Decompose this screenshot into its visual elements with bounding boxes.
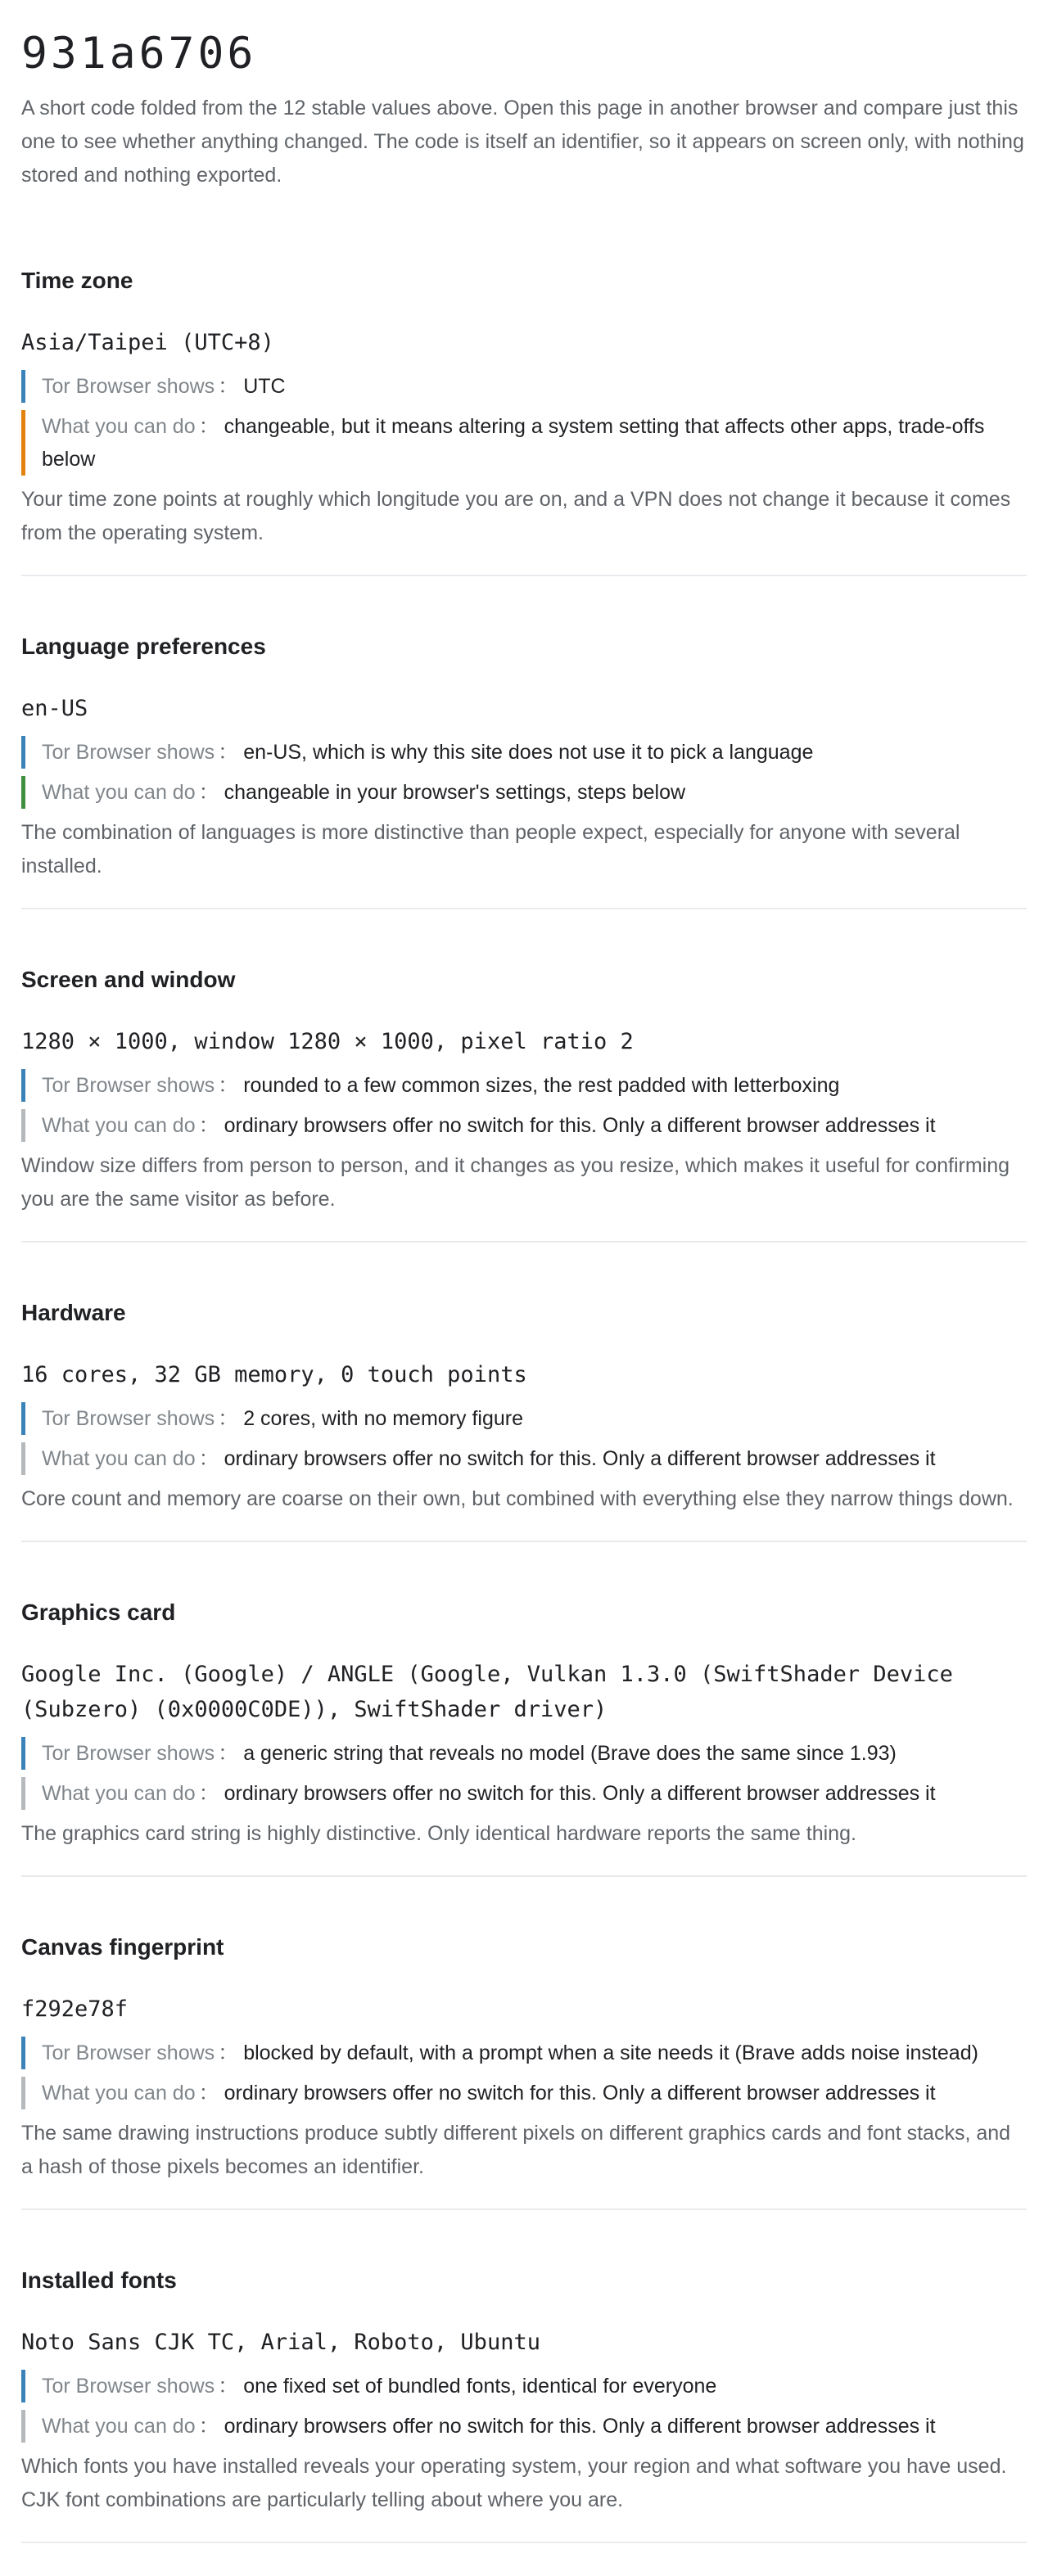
section-title: Hardware: [21, 1300, 126, 1325]
section-description: Core count and memory are coarse on their own, but combined with everything else they narrow things down.: [21, 1487, 1014, 1510]
action-text: ordinary browsers offer no switch for this. Only a different browser addresses it: [224, 2415, 936, 2438]
section-screen-and-window: [21, 909, 1027, 1243]
section-title: Time zone: [21, 268, 133, 293]
separator: ：: [218, 741, 239, 764]
hash-code: 931a6706: [21, 29, 257, 79]
section-value: 1280 × 1000, window 1280 × 1000, pixel ratio 2: [21, 1029, 634, 1054]
tor-browser-line: [21, 736, 1027, 769]
separator: ：: [198, 1114, 219, 1137]
separator: ：: [218, 375, 239, 398]
sections: [21, 192, 1027, 2543]
section-description: Your time zone points at roughly which longitude you are on, and a VPN does not change it because it comes from the operating system.: [21, 488, 1011, 544]
tor-label: Tor Browser shows: [42, 2041, 215, 2064]
separator: ：: [198, 1782, 219, 1805]
section-title: Screen and window: [21, 967, 236, 992]
tor-text: en-US, which is why this site does not use it to pick a language: [243, 741, 814, 764]
tor-browser-line: [21, 1737, 1027, 1770]
tor-browser-line: [21, 1402, 1027, 1435]
section-value: f292e78f: [21, 1996, 129, 2022]
action-line: [21, 1442, 1027, 1475]
tor-browser-line: [21, 2370, 1027, 2402]
section-description: The combination of languages is more distinctive than people expect, especially for anyone with several installed.: [21, 821, 960, 877]
action-label: What you can do: [42, 1114, 196, 1137]
section-value: en-US: [21, 696, 88, 721]
tor-label: Tor Browser shows: [42, 1074, 215, 1097]
section-language-preferences: [21, 576, 1027, 909]
section-value: Asia/Taipei (UTC+8): [21, 330, 274, 355]
section-graphics-card: [21, 1542, 1027, 1877]
tor-browser-line: [21, 370, 1027, 403]
tor-label: Tor Browser shows: [42, 2375, 215, 2398]
tor-browser-line: [21, 2037, 1027, 2069]
section-installed-fonts: [21, 2210, 1027, 2543]
tor-text: 2 cores, with no memory figure: [243, 1407, 523, 1430]
separator: ：: [218, 2041, 239, 2064]
separator: ：: [198, 781, 219, 804]
section-description: Which fonts you have installed reveals your operating system, your region and what software you have used. CJK font combinations are particularly telling about where you are.: [21, 2455, 1007, 2511]
tor-text: UTC: [243, 375, 286, 398]
action-label: What you can do: [42, 2082, 196, 2105]
separator: ：: [198, 2415, 219, 2438]
action-line: [21, 2077, 1027, 2109]
action-text: changeable in your browser's settings, steps below: [224, 781, 686, 804]
separator: ：: [198, 415, 219, 438]
tor-label: Tor Browser shows: [42, 741, 215, 764]
action-line: [21, 1109, 1027, 1142]
section-canvas-fingerprint: [21, 1877, 1027, 2210]
section-title: Language preferences: [21, 634, 266, 659]
action-line: [21, 410, 1027, 476]
separator: ：: [198, 2082, 219, 2105]
section-title: Canvas fingerprint: [21, 1934, 224, 1960]
separator: ：: [218, 1407, 239, 1430]
section-title: Installed fonts: [21, 2267, 177, 2293]
tor-text: a generic string that reveals no model (Brave does the same since 1.93): [243, 1742, 897, 1765]
tor-label: Tor Browser shows: [42, 1742, 215, 1765]
action-label: What you can do: [42, 781, 196, 804]
action-text: ordinary browsers offer no switch for this. Only a different browser addresses it: [224, 1447, 936, 1470]
section-description: The graphics card string is highly distinctive. Only identical hardware reports the same thing.: [21, 1822, 856, 1845]
tor-text: one fixed set of bundled fonts, identical for everyone: [243, 2375, 717, 2398]
action-text: ordinary browsers offer no switch for this. Only a different browser addresses it: [224, 1114, 936, 1137]
section-value: Google Inc. (Google) / ANGLE (Google, Vulkan 1.3.0 (SwiftShader Device (Subzero) (0x0000C0DE)), SwiftShader driver): [21, 1662, 953, 1722]
fingerprint-hash: [21, 28, 1027, 192]
section-title: Graphics card: [21, 1599, 176, 1625]
action-text: changeable, but it means altering a system setting that affects other apps, trade-offs below: [42, 415, 985, 471]
action-label: What you can do: [42, 1782, 196, 1805]
tor-label: Tor Browser shows: [42, 375, 215, 398]
action-text: ordinary browsers offer no switch for this. Only a different browser addresses it: [224, 2082, 936, 2105]
section-description: Window size differs from person to person, and it changes as you resize, which makes it useful for confirming you are the same visitor as before.: [21, 1154, 1010, 1211]
tor-text: rounded to a few common sizes, the rest padded with letterboxing: [243, 1074, 840, 1097]
hash-description: A short code folded from the 12 stable values above. Open this page in another browser and compare just this one to see whether anything changed. The code is itself an identifier, so it appears on screen only, with nothing stored and nothing exported.: [21, 97, 1024, 187]
action-label: What you can do: [42, 2415, 196, 2438]
separator: ：: [198, 1447, 219, 1470]
action-line: [21, 1777, 1027, 1810]
action-text: ordinary browsers offer no switch for this. Only a different browser addresses it: [224, 1782, 936, 1805]
tor-label: Tor Browser shows: [42, 1407, 215, 1430]
action-line: [21, 776, 1027, 809]
section-value: 16 cores, 32 GB memory, 0 touch points: [21, 1362, 527, 1387]
section-time-zone: [21, 192, 1027, 576]
tor-browser-line: [21, 1069, 1027, 1102]
action-label: What you can do: [42, 415, 196, 438]
action-label: What you can do: [42, 1447, 196, 1470]
separator: ：: [218, 1074, 239, 1097]
section-description: The same drawing instructions produce subtly different pixels on different graphics cards and font stacks, and a hash of those pixels becomes an identifier.: [21, 2122, 1011, 2178]
separator: ：: [218, 2375, 239, 2398]
action-line: [21, 2410, 1027, 2443]
section-hardware: [21, 1243, 1027, 1542]
tor-text: blocked by default, with a prompt when a site needs it (Brave adds noise instead): [243, 2041, 978, 2064]
separator: ：: [218, 1742, 239, 1765]
section-value: Noto Sans CJK TC, Arial, Roboto, Ubuntu: [21, 2330, 540, 2355]
